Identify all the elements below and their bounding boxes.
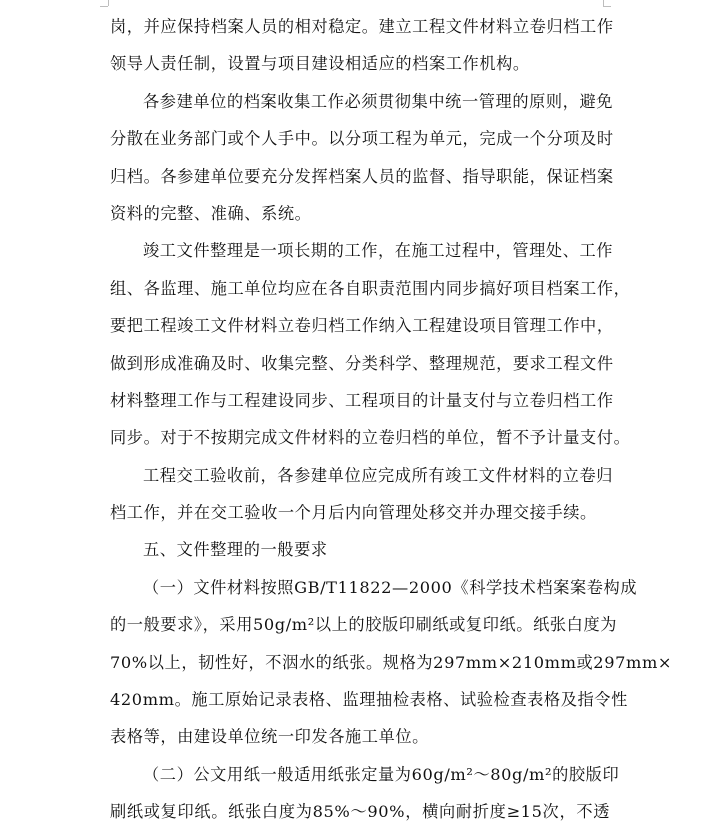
text-line: 同步。对于不按期完成文件材料的立卷归档的单位，暂不予计量支付。 (110, 428, 631, 448)
text-line: 材料整理工作与工程建设同步、工程项目的计量支付与立卷归档工作 (110, 390, 614, 410)
text-line: 分散在业务部门或个人手中。以分项工程为单元，完成一个分项及时 (110, 129, 614, 149)
text-line: （一）文件材料按照GB/T11822—2000《科学技术档案案卷构成 (143, 577, 638, 597)
text-line: 归档。各参建单位要充分发挥档案人员的监督、指导职能，保证档案 (110, 166, 614, 186)
text-line: 各参建单位的档案收集工作必须贯彻集中统一管理的原则，避免 (143, 91, 614, 111)
text-line: 岗，并应保持档案人员的相对稳定。建立工程文件材料立卷归档工作 (110, 17, 614, 36)
text-line: 五、文件整理的一般要求 (143, 540, 328, 560)
text-line: 竣工文件整理是一项长期的工作，在施工过程中，管理处、工作 (143, 241, 614, 261)
text-line: 领导人责任制，设置与项目建设相适应的档案工作机构。 (110, 54, 530, 74)
text-line: 资料的完整、准确、系统。 (110, 203, 312, 223)
text-line: 420mm。施工原始记录表格、监理抽检表格、试验检查表格及指令性 (110, 690, 628, 710)
crop-mark-left-horizontal (100, 6, 108, 7)
crop-mark-right-horizontal (603, 6, 611, 7)
text-line: 档工作，并在交工验收一个月后内向管理处移交并办理交接手续。 (110, 503, 597, 523)
text-line: 要把工程竣工文件材料立卷归档工作纳入工程建设项目管理工作中， (110, 316, 614, 336)
text-line: 表格等，由建设单位统一印发各施工单位。 (110, 727, 429, 747)
crop-mark-left (108, 0, 109, 6)
text-line: 70%以上，韧性好，不洇水的纸张。规格为297mm×210mm或297mm× (110, 652, 673, 672)
text-line: 组、各监理、施工单位均应在各自职责范围内同步搞好项目档案工作， (110, 278, 631, 298)
document-body (110, 8, 673, 831)
text-line: 做到形成准确及时、收集完整、分类科学、整理规范，要求工程文件 (110, 353, 614, 373)
text-line: 刷纸或复印纸。纸张白度为85%～90%，横向耐折度≥15次，不透 (110, 802, 610, 822)
text-line: 的一般要求》，采用50g/m²以上的胶版印刷纸或复印纸。纸张白度为 (110, 615, 618, 635)
text-line: 工程交工验收前，各参建单位应完成所有竣工文件材料的立卷归 (143, 465, 614, 485)
text-line: （二）公文用纸一般适用纸张定量为60g/m²～80g/m²的胶版印 (143, 764, 620, 784)
